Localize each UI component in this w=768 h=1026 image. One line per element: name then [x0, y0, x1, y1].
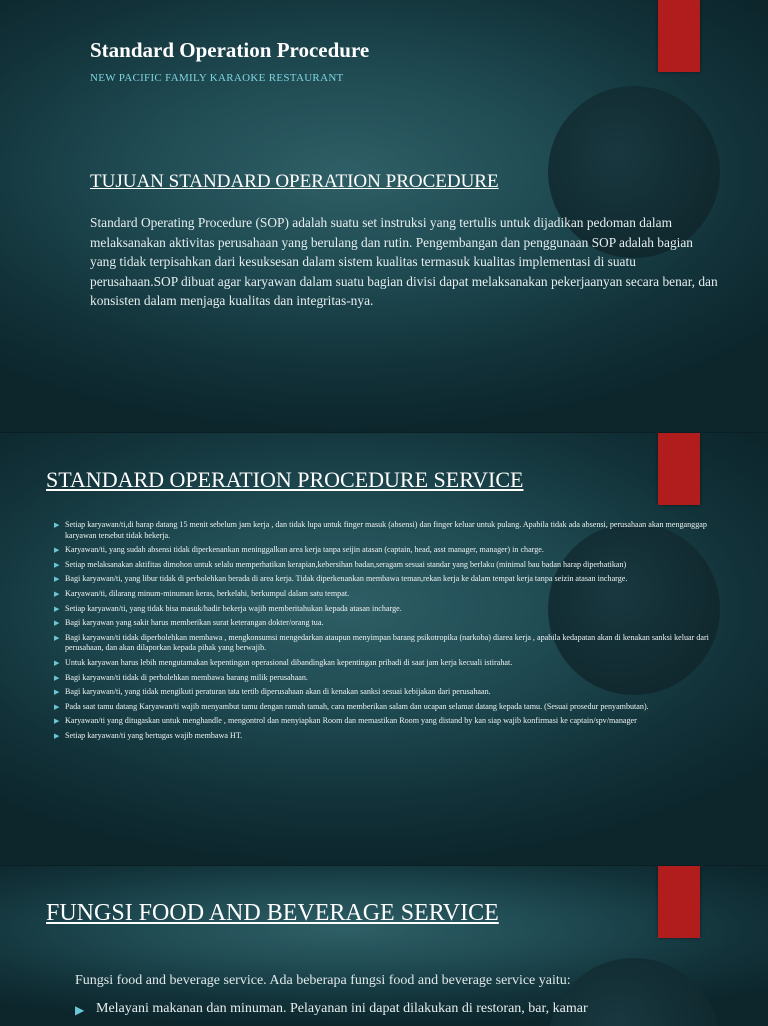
triangle-bullet-icon: ▶ [54, 688, 60, 697]
slide-title: Standard Operation Procedure [90, 38, 370, 62]
triangle-bullet-icon: ▶ [75, 1003, 85, 1017]
triangle-bullet-icon: ▶ [54, 633, 60, 642]
triangle-bullet-icon: ▶ [54, 575, 60, 584]
list-item: ▶ Karyawan/ti, dilarang minum-minuman keras, berkelahi, berkumpul dalam satu tempat. [54, 588, 350, 598]
triangle-bullet-icon: ▶ [54, 604, 60, 613]
red-accent-bar [658, 0, 700, 72]
red-accent-bar [658, 433, 700, 505]
triangle-bullet-icon: ▶ [54, 619, 60, 628]
list-item: ▶ Bagi karyawan/ti tidak di perbolehkan membawa barang milik perusahaan. [54, 672, 308, 682]
triangle-bullet-icon: ▶ [54, 673, 60, 682]
list-item: ▶ Setiap karyawan/ti yang bertugas wajib membawa HT. [54, 730, 243, 740]
list-item: ▶ Bagi karyawan/ti, yang tidak mengikuti peraturan tata tertib diperusahaan akan di kenakan sanksi sesuai kebijakan dari perusahaan. [54, 687, 491, 697]
list-item: ▶ Setiap melaksanakan aktifitas dimohon untuk selalu memperhatikan kerapian,kebersihan badan,seragam sesuai standar yang berlaku (minimal bau badan harap diperhatikan) [54, 559, 627, 569]
list-item: ▶ Karyawan/ti yang ditugaskan untuk menghandle , mengontrol dan menyiapkan Room dan memastikan Room yang distand by kan siap wajib konfirmasi ke captain/spv/manager [54, 716, 637, 726]
list-item: ▶ Karyawan/ti, yang sudah absensi tidak diperkenankan meninggalkan area kerja tanpa seijin atasan (captain, head, asst manager, manager) in charge. [54, 545, 544, 555]
list-item: ▶ Setiap karyawan/ti, yang tidak bisa masuk/hadir bekerja wajib memberitahukan kepada atasan incharge. [54, 603, 402, 613]
triangle-bullet-icon: ▶ [54, 731, 60, 740]
slide-title: STANDARD OPERATION PROCEDURE SERVICE [46, 467, 524, 492]
sop-paragraph: Standard Operating Procedure (SOP) adalah suatu set instruksi yang tertulis untuk dijadikan pedoman dalam melaksanakan aktivitas perusahaan yang berulang dan rutin. Pengembangan dan penggunaan SOP adalah bagian yang tidak terpisahkan dari kesuksesan dalam sistem kualitas termasuk kualitas implementasi di suatu perusahaan.SOP dibuat agar karyawan dalam suatu bagian divisi dapat melaksanakan pekerjaanyan secara benar, dan konsisten dalam menjaga kualitas dan integritas-nya. [90, 215, 718, 308]
intro-text: Fungsi food and beverage service. Ada beberapa fungsi food and beverage service yaitu: [75, 973, 571, 988]
list-item: ▶ Bagi karyawan/ti, yang libur tidak di perbolehkan berada di area kerja. Tidak diperkenankan membawa teman,rekan kerja ke dalam tempat kerja tanpa seizin atasan incharge. [54, 574, 628, 584]
list-item: ▶ Untuk karyawan harus lebih mengutamakan kepentingan operasional dibandingkan kepentingan pribadi di saat jam kerja kecuali istirahat. [54, 657, 513, 667]
slide-subtitle: NEW PACIFIC FAMILY KARAOKE RESTAURANT [90, 72, 344, 84]
list-item: ▶ Bagi karyawan/ti tidak diperbolehkan membawa , mengkonsumsi mengedarkan ataupun menyimpan barang psikotropika (narkoba) diarea kerja , apabila kedapatan akan di kenakan sanksi keluar dari perusahaan, dan akan dilaporkan kepada pihak yang berwajib. [54, 632, 709, 653]
red-accent-bar [658, 866, 700, 938]
slide-1 [0, 0, 768, 432]
list-item: ▶ Pada saat tamu datang Karyawan/ti wajib menyambut tamu dengan ramah tamah, cara memberikan salam dan ucapan selamat datang kepada tamu. (Sesuai prosedur penyambutan). [54, 701, 649, 711]
sop-service-list [54, 520, 720, 746]
list-item: ▶ Setiap karyawan/ti,di harap datang 15 menit sebelum jam kerja , dan tidak lupa untuk finger masuk (absensi) dan finger keluar untuk pulang. Apabila tidak ada absensi, perusahaan akan menganggap karyawan tersebut tidak bekerja. [54, 520, 707, 540]
triangle-bullet-icon: ▶ [54, 702, 60, 711]
list-item: ▶ Bagi karyawan yang sakit harus memberikan surat keterangan dokter/orang tua. [54, 618, 324, 628]
triangle-bullet-icon: ▶ [54, 658, 60, 667]
triangle-bullet-icon: ▶ [54, 521, 60, 529]
slide-title: FUNGSI FOOD AND BEVERAGE SERVICE [46, 900, 499, 926]
triangle-bullet-icon: ▶ [54, 717, 60, 726]
section-heading: TUJUAN STANDARD OPERATION PROCEDURE [90, 171, 499, 192]
triangle-bullet-icon: ▶ [54, 560, 60, 569]
fungsi-list [75, 999, 675, 1019]
list-item: ▶ Melayani makanan dan minuman. Pelayanan ini dapat dilakukan di restoran, bar, kamar [75, 999, 675, 1019]
triangle-bullet-icon: ▶ [54, 546, 60, 555]
triangle-bullet-icon: ▶ [54, 589, 60, 598]
